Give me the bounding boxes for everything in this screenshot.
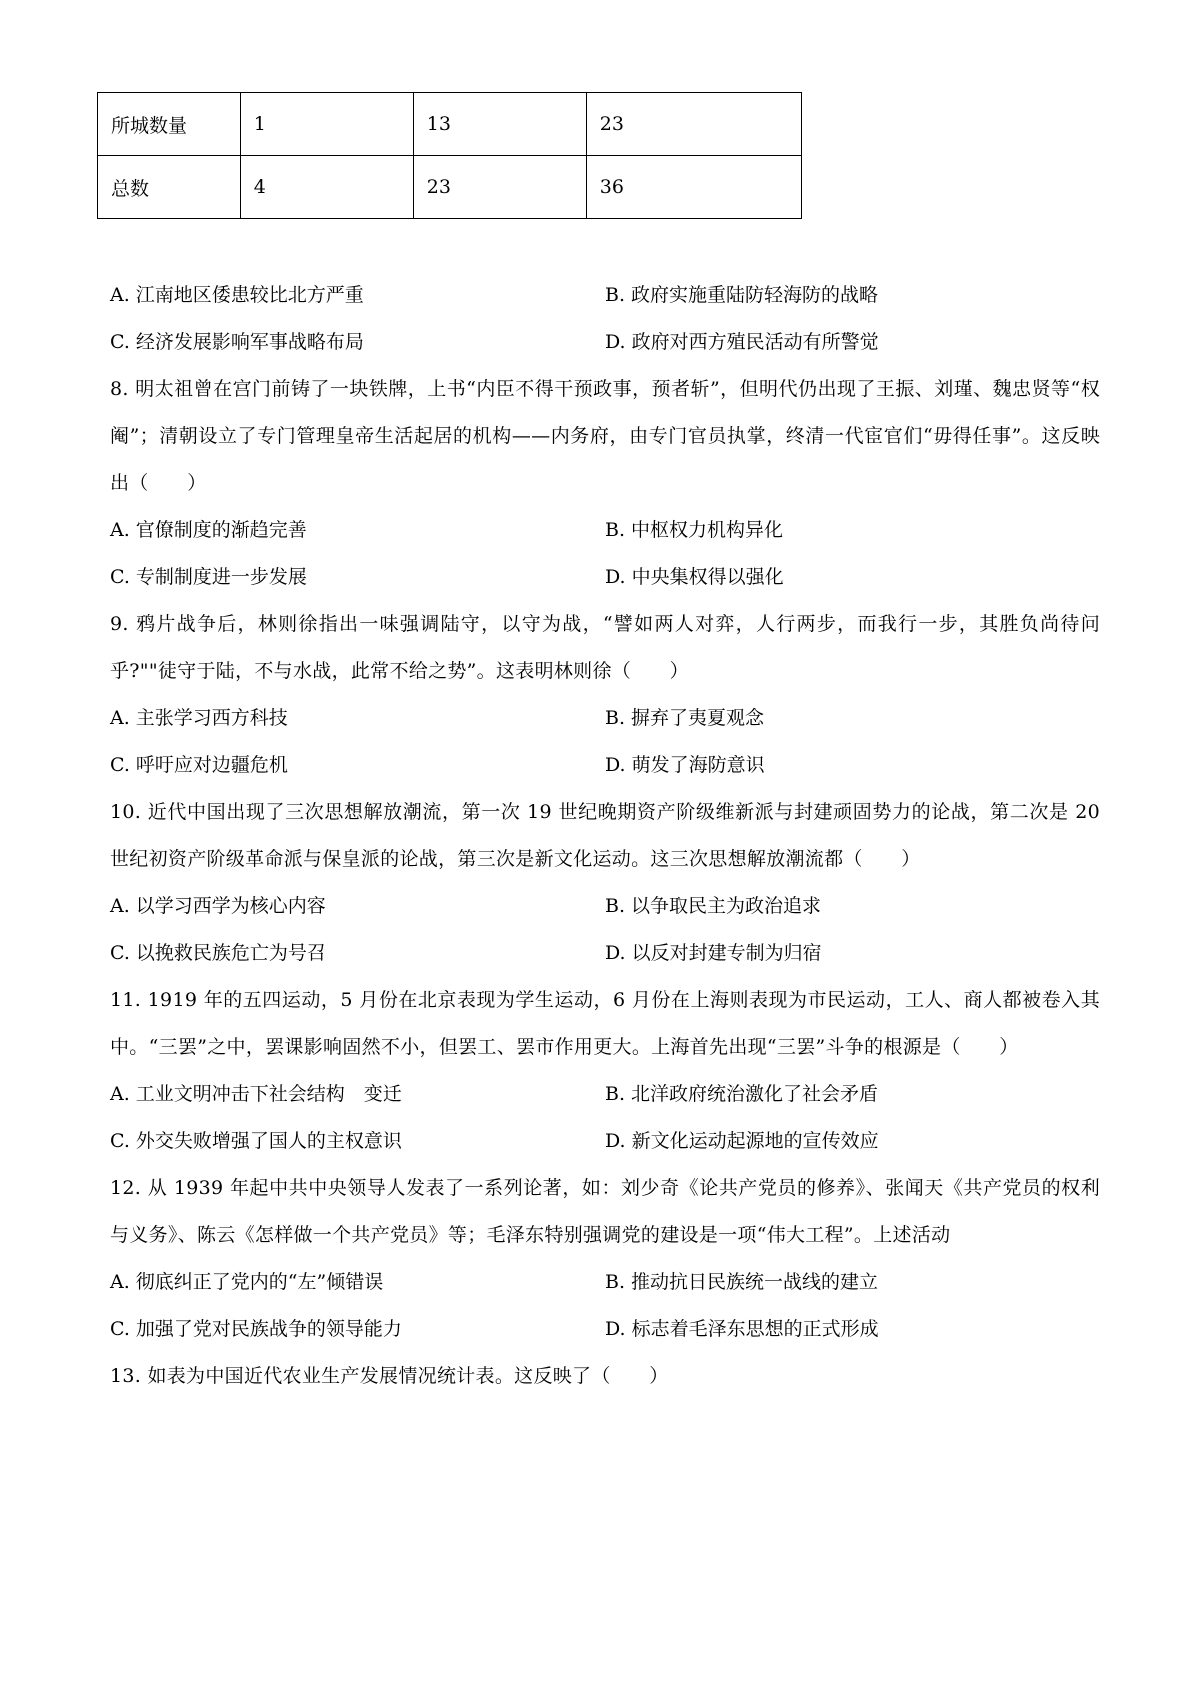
data-table	[97, 92, 802, 219]
option-b: B. 摒弃了夷夏观念	[605, 707, 765, 729]
option-a: A. 官僚制度的渐趋完善	[110, 519, 307, 541]
option-b: B. 以争取民主为政治追求	[605, 895, 822, 917]
option-a: A. 主张学习西方科技	[110, 707, 288, 729]
option-c: C. 加强了党对民族战争的领导能力	[110, 1318, 402, 1340]
option-c: C. 经济发展影响军事战略布局	[110, 331, 364, 353]
table-cell: 总数	[98, 156, 241, 219]
option-a: A. 工业文明冲击下社会结构 变迁	[110, 1083, 402, 1105]
option-d: D. 以反对封建专制为归宿	[605, 942, 822, 964]
option-d: D. 萌发了海防意识	[605, 754, 765, 776]
table-cell: 1	[240, 93, 413, 156]
option-b: B. 中枢权力机构异化	[605, 519, 784, 541]
option-a: A. 以学习西学为核心内容	[110, 895, 326, 917]
question-10-stem: 10. 近代中国出现了三次思想解放潮流，第一次 19 世纪晚期资产阶级维新派与封建顽固势力的论战，第二次是 20 世纪初资产阶级革命派与保皇派的论战，第三次是新文化运动。这三次思想解放潮流都（ ）	[110, 801, 1100, 870]
option-d: D. 中央集权得以强化	[605, 566, 784, 588]
table-cell: 4	[240, 156, 413, 219]
option-a: A. 彻底纠正了党内的“左”倾错误	[110, 1271, 384, 1293]
table-row	[98, 93, 802, 156]
option-d: D. 政府对西方殖民活动有所警觉	[605, 331, 879, 353]
option-c: C. 外交失败增强了国人的主权意识	[110, 1130, 402, 1152]
table-cell: 13	[413, 93, 586, 156]
option-c: C. 专制制度进一步发展	[110, 566, 307, 588]
table-row	[98, 156, 802, 219]
question-12-options	[110, 1259, 1100, 1353]
question-9-options	[110, 695, 1100, 789]
option-b: B. 政府实施重陆防轻海防的战略	[605, 284, 879, 306]
option-c: C. 呼吁应对边疆危机	[110, 754, 288, 776]
question-10-options	[110, 883, 1100, 977]
option-b: B. 北洋政府统治激化了社会矛盾	[605, 1083, 879, 1105]
table-cell: 23	[413, 156, 586, 219]
table-cell: 23	[586, 93, 801, 156]
question-11-options	[110, 1071, 1100, 1165]
option-c: C. 以挽救民族危亡为号召	[110, 942, 326, 964]
question-13-stem: 13. 如表为中国近代农业生产发展情况统计表。这反映了（ ）	[110, 1365, 669, 1387]
option-b: B. 推动抗日民族统一战线的建立	[605, 1271, 879, 1293]
table-cell: 所城数量	[98, 93, 241, 156]
question-8-options	[110, 507, 1100, 601]
question-list	[110, 272, 1100, 1400]
table-cell: 36	[586, 156, 801, 219]
question-8-stem: 8. 明太祖曾在宫门前铸了一块铁牌，上书“内臣不得干预政事，预者斩”，但明代仍出现了王振、刘瑾、魏忠贤等“权阉”；清朝设立了专门管理皇帝生活起居的机构——内务府，由专门官员执掌，终清一代宦官们“毋得任事”。这反映出（ ）	[110, 378, 1100, 494]
question-7-options	[110, 272, 1100, 366]
option-d: D. 标志着毛泽东思想的正式形成	[605, 1318, 879, 1340]
option-d: D. 新文化运动起源地的宣传效应	[605, 1130, 879, 1152]
question-12-stem: 12. 从 1939 年起中共中央领导人发表了一系列论著，如：刘少奇《论共产党员的修养》、张闻天《共产党员的权利与义务》、陈云《怎样做一个共产党员》等；毛泽东特别强调党的建设是一项“伟大工程”。上述活动	[110, 1177, 1100, 1246]
option-a: A. 江南地区倭患较比北方严重	[110, 284, 364, 306]
question-11-stem: 11. 1919 年的五四运动，5 月份在北京表现为学生运动，6 月份在上海则表现为市民运动，工人、商人都被卷入其中。“三罢”之中，罢课影响固然不小，但罢工、罢市作用更大。上海首先出现“三罢”斗争的根源是（ ）	[110, 989, 1100, 1058]
question-9-stem: 9. 鸦片战争后，林则徐指出一味强调陆守，以守为战，“譬如两人对弈，人行两步，而我行一步，其胜负尚待问乎?""徒守于陆，不与水战，此常不给之势”。这表明林则徐（ ）	[110, 613, 1100, 682]
